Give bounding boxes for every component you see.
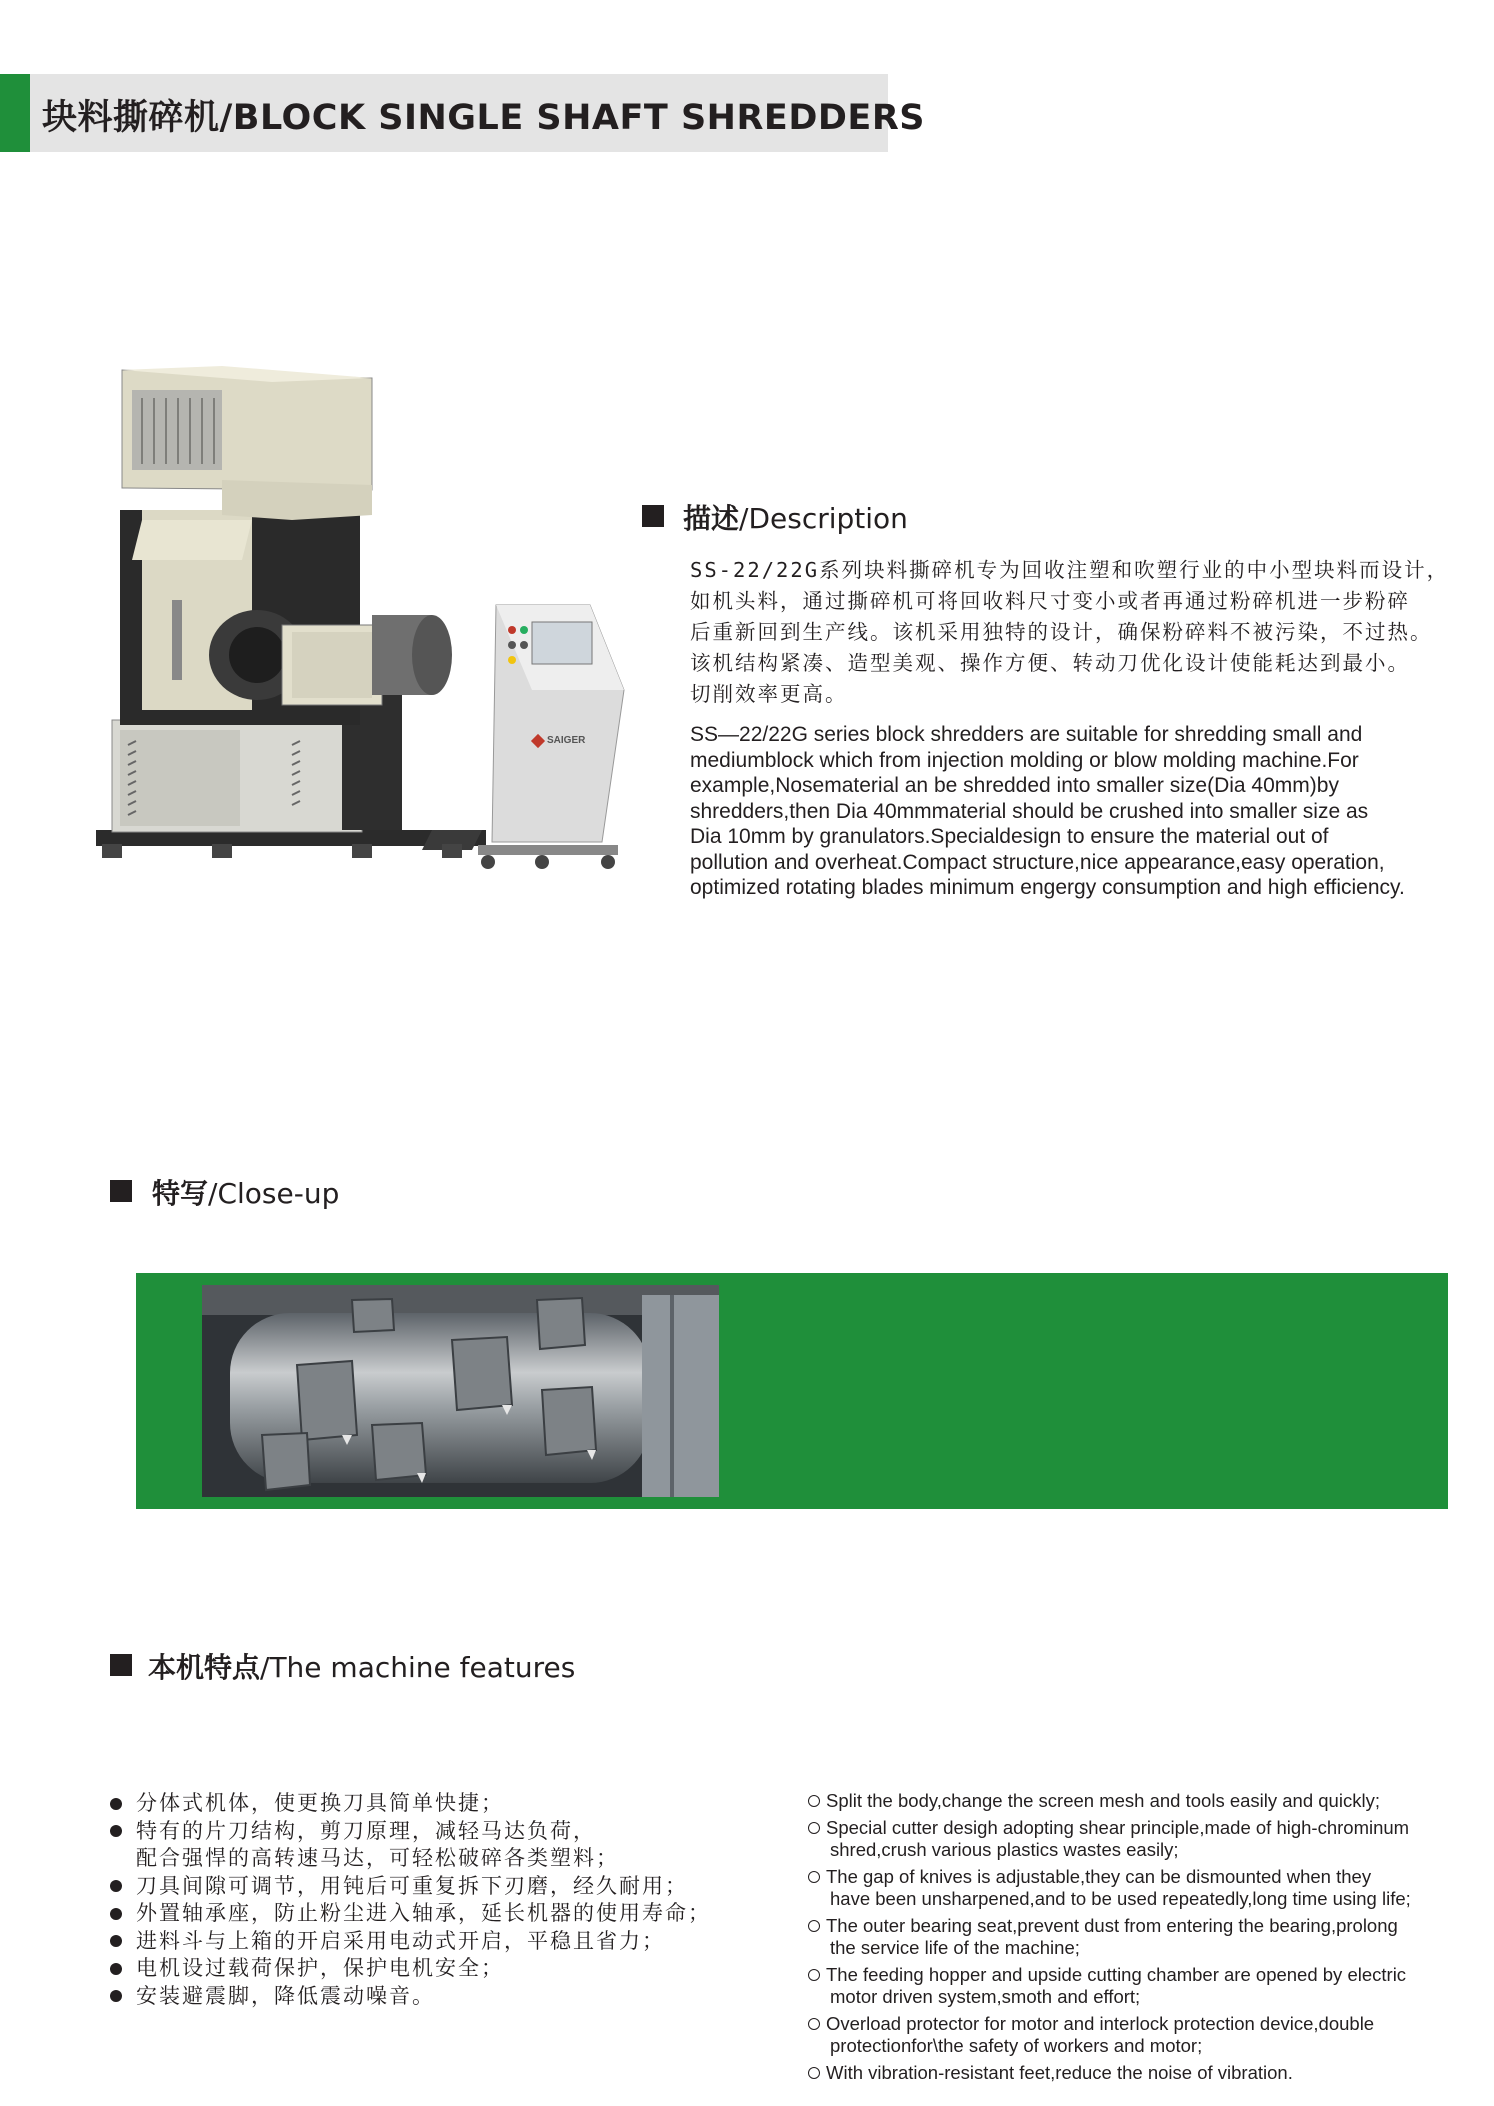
- list-item: The outer bearing seat,prevent dust from entering the bearing,prolong the service life of the machine;: [808, 1915, 1478, 1959]
- list-item: 进料斗与上箱的开启采用电动式开启，平稳且省力；: [110, 1928, 711, 1956]
- list-item: Overload protector for motor and interlock protection device,double protectionfor\the safety of workers and motor;: [808, 2013, 1478, 2057]
- list-item: 电机设过载荷保护，保护电机安全；: [110, 1955, 711, 1983]
- bullet-icon: [110, 1908, 122, 1920]
- circle-bullet-icon: [808, 1871, 820, 1883]
- rotor-closeup-image: [202, 1285, 719, 1497]
- list-item: The gap of knives is adjustable,they can be dismounted when they have been unsharpened,and to be used repeatedly,long time using life;: [808, 1866, 1478, 1910]
- description-heading: 描述/Description: [683, 502, 908, 535]
- description-cn-line: 该机结构紧凑、造型美观、操作方便、转动刀优化设计使能耗达到最小。: [690, 651, 1410, 675]
- circle-bullet-icon: [808, 1795, 820, 1807]
- bullet-icon: [110, 1990, 122, 2002]
- list-item: Special cutter desigh adopting shear principle,made of high-chrominum shred,crush various plastics wastes easily;: [808, 1817, 1478, 1861]
- section-bullet-icon: [110, 1654, 132, 1676]
- list-item: 外置轴承座，防止粉尘进入轴承，延长机器的使用寿命；: [110, 1900, 711, 1928]
- description-cn-line: 后重新回到生产线。该机采用独特的设计，确保粉碎料不被污染，不过热。: [690, 620, 1433, 644]
- list-item: 安装避震脚，降低震动噪音。: [110, 1983, 711, 2011]
- description-cn-line: 切削效率更高。: [690, 682, 848, 706]
- description-en-line: mediumblock which from injection molding or blow molding machine.For: [690, 748, 1359, 772]
- section-bullet-icon: [642, 505, 664, 527]
- bullet-icon: [110, 1798, 122, 1810]
- description-english: [690, 722, 1470, 901]
- section-bullet-icon: [110, 1180, 132, 1202]
- list-item: The feeding hopper and upside cutting chamber are opened by electric motor driven system,smoth and effort;: [808, 1964, 1478, 2008]
- shredder-machine-image: [92, 360, 652, 880]
- brand-mark-icon: [531, 733, 545, 747]
- closeup-heading: 特写/Close-up: [152, 1177, 340, 1210]
- list-item: 刀具间隙可调节，用钝后可重复拆下刃磨，经久耐用；: [110, 1873, 711, 1901]
- circle-bullet-icon: [808, 1969, 820, 1981]
- list-item: With vibration-resistant feet,reduce the noise of vibration.: [808, 2062, 1478, 2084]
- circle-bullet-icon: [808, 1822, 820, 1834]
- list-item: Split the body,change the screen mesh and tools easily and quickly;: [808, 1790, 1478, 1812]
- description-en-line: optimized rotating blades minimum engergy consumption and high efficiency.: [690, 876, 1405, 899]
- bullet-icon: [110, 1935, 122, 1947]
- description-en-line: shredders,then Dia 40mmmaterial should be crushed into smaller size as: [690, 799, 1369, 823]
- circle-bullet-icon: [808, 2067, 820, 2079]
- list-item-continuation: 配合强悍的高转速马达，可轻松破碎各类塑料；: [136, 1846, 619, 1870]
- description-en-line: SS—22/22G series block shredders are suitable for shredding small and: [690, 723, 1363, 746]
- list-item: 分体式机体，使更换刀具简单快捷；: [110, 1790, 711, 1818]
- bullet-icon: [110, 1880, 122, 1892]
- description-en-line: Dia 10mm by granulators.Specialdesign to ensure the material out of: [690, 825, 1329, 848]
- page-title: 块料撕碎机/BLOCK SINGLE SHAFT SHREDDERS: [42, 98, 925, 138]
- description-chinese: [690, 555, 1480, 710]
- list-item: 特有的片刀结构，剪刀原理，减轻马达负荷，: [110, 1818, 711, 1846]
- circle-bullet-icon: [808, 1920, 820, 1932]
- features-heading: 本机特点/The machine features: [148, 1651, 576, 1684]
- features-english-list: [808, 1790, 1478, 2089]
- circle-bullet-icon: [808, 2018, 820, 2030]
- description-en-line: pollution and overheat.Compact structure,nice appearance,easy operation,: [690, 850, 1385, 874]
- panel-brand-logo: SAIGER: [533, 735, 585, 746]
- bullet-icon: [110, 1963, 122, 1975]
- bullet-icon: [110, 1825, 122, 1837]
- description-cn-line: SS-22/22G系列块料撕碎机专为回收注塑和吹塑行业的中小型块料而设计，: [690, 558, 1450, 582]
- description-cn-line: 如机头料，通过撕碎机可将回收料尺寸变小或者再通过粉碎机进一步粉碎: [690, 589, 1410, 613]
- features-chinese-list: [110, 1790, 711, 2010]
- header-accent-bar: [0, 74, 30, 152]
- description-en-line: example,Nosematerial an be shredded into smaller size(Dia 40mm)by: [690, 774, 1339, 797]
